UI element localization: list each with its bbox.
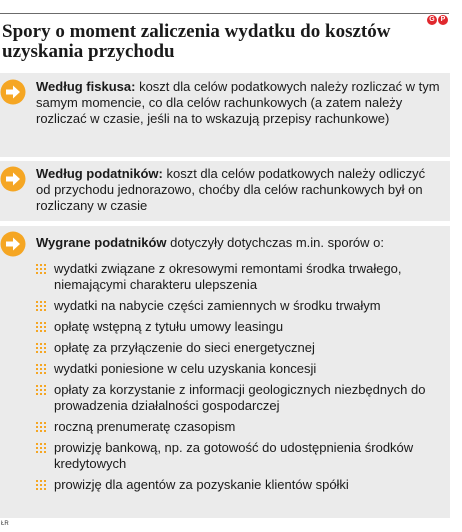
page-title: Spory o moment zaliczenia wydatku do kosztów uzyskania przychodu	[2, 21, 391, 62]
panel-taxpayers	[0, 161, 450, 221]
list-item: opłatę wstępną z tytułu umowy leasingu	[36, 319, 446, 335]
panel-fiscus-text	[36, 79, 442, 127]
panel-wins	[0, 226, 450, 518]
right-arrow-circle-icon	[0, 231, 26, 257]
logo-letter-g: G	[427, 15, 437, 25]
dot-grid-bullet-icon	[36, 422, 46, 432]
dot-grid-bullet-icon	[36, 301, 46, 311]
list-item: wydatki na nabycie części zamiennych w środku trwałym	[36, 298, 446, 314]
panel-wins-body: dotyczyły dotychczas m.in. sporów o:	[166, 235, 384, 250]
panel-taxpayers-body: koszt dla celów podatkowych należy odliczyć od przychodu jednorazowo, choćby dla celów rachunkowych był on rozliczany w czasie	[36, 166, 426, 213]
list-item: roczną prenumeratę czasopism	[36, 419, 446, 435]
dot-grid-bullet-icon	[36, 322, 46, 332]
panel-fiscus-lead: Według fiskusa:	[36, 79, 136, 94]
list-item: wydatki związane z okresowymi remontami środka trwałego, niemającymi charakteru ulepszenia	[36, 261, 446, 293]
dot-grid-bullet-icon	[36, 343, 46, 353]
dot-grid-bullet-icon	[36, 385, 46, 395]
panel-taxpayers-text	[36, 166, 442, 214]
gp-logo-icon	[427, 15, 448, 25]
dot-grid-bullet-icon	[36, 443, 46, 453]
wins-list	[36, 261, 446, 498]
list-item: opłaty za korzystanie z informacji geologicznych niezbędnych do prowadzenia działalności gospodarczej	[36, 382, 446, 414]
panel-fiscus-body: koszt dla celów podatkowych należy rozliczać w tym samym momencie, co dla celów rachunkowych (a zatem należy rozliczać w czasie, jeśli na to wskazują przepisy rachunkowe)	[36, 79, 440, 126]
dot-grid-bullet-icon	[36, 264, 46, 274]
logo-letter-p: P	[438, 15, 448, 25]
list-item: prowizję dla agentów za pozyskanie klientów spółki	[36, 477, 446, 493]
list-item: wydatki poniesione w celu uzyskania koncesji	[36, 361, 446, 377]
right-arrow-circle-icon	[0, 79, 26, 105]
panel-wins-text	[36, 235, 442, 251]
panel-taxpayers-lead: Według podatników:	[36, 166, 163, 181]
list-item: opłatę za przyłączenie do sieci energetycznej	[36, 340, 446, 356]
panel-wins-lead: Wygrane podatników	[36, 235, 167, 250]
dot-grid-bullet-icon	[36, 364, 46, 374]
top-divider	[0, 13, 449, 14]
panel-fiscus	[0, 73, 450, 157]
author-credit: ŁR	[1, 521, 9, 527]
right-arrow-circle-icon	[0, 166, 26, 192]
dot-grid-bullet-icon	[36, 480, 46, 490]
list-item: prowizję bankową, np. za gotowość do udostępnienia środków kredytowych	[36, 440, 446, 472]
